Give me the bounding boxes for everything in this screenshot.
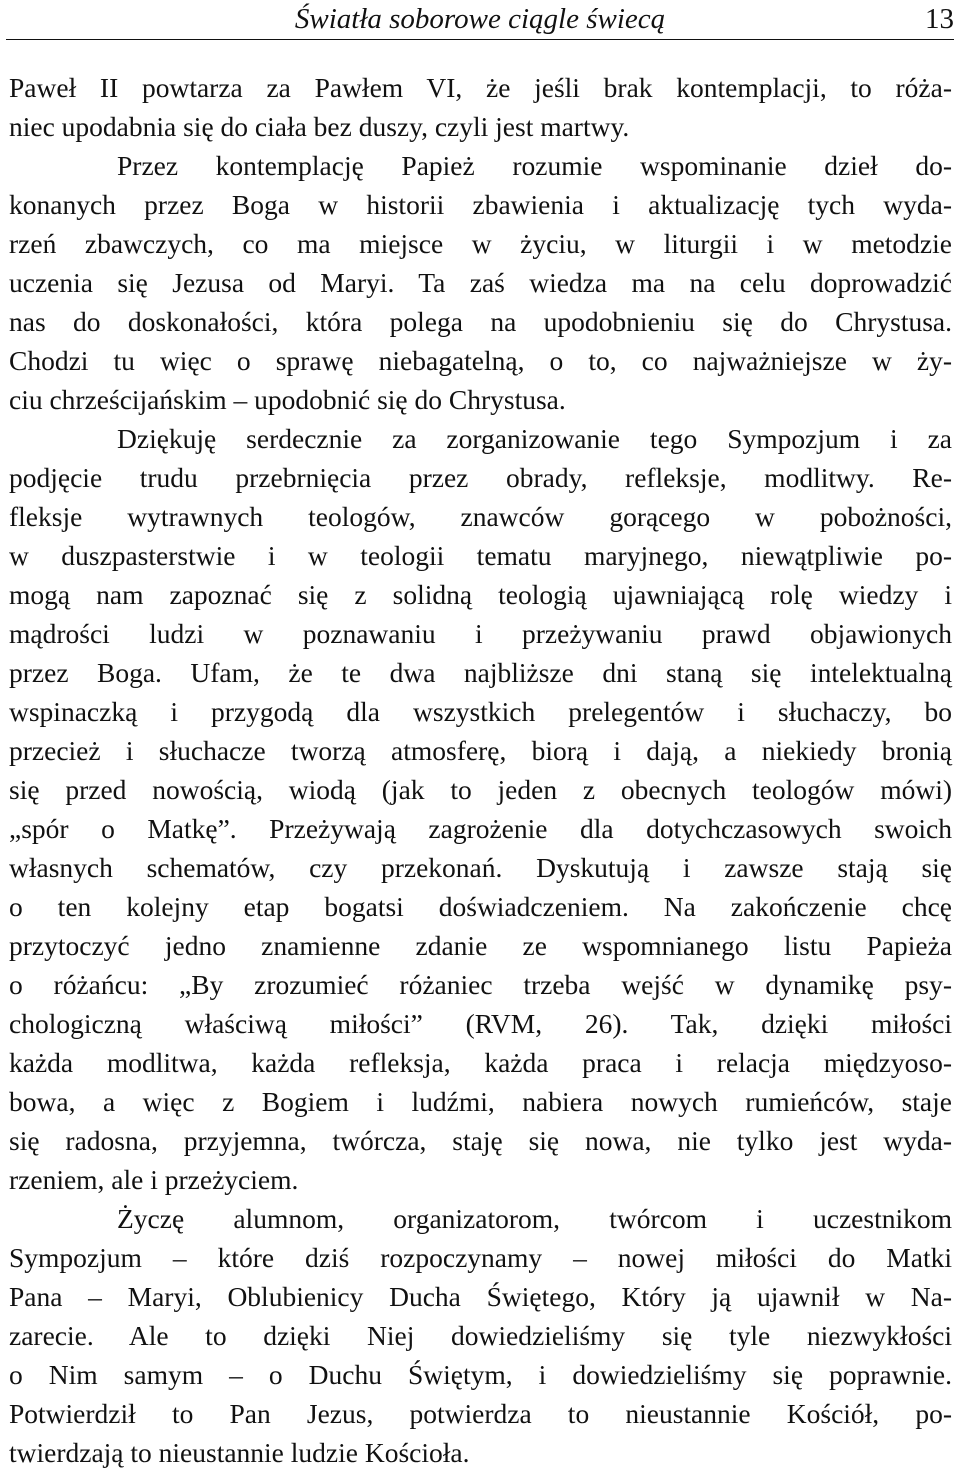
text-line: podjęcie trudu przebrnięcia przez obrady, refleksje, modlitwy. Re- [9, 462, 952, 493]
text-line: konanych przez Boga w historii zbawienia i aktualizację tych wyda- [9, 189, 952, 220]
text-line: chologiczną właściwą miłości” (RVM, 26). Tak, dzięki miłości [9, 1008, 952, 1039]
text-line: przez Boga. Ufam, że te dwa najbliższe dni staną się intelektualną [9, 657, 952, 688]
text-line: niec upodabnia się do ciała bez duszy, czyli jest martwy. [9, 111, 630, 142]
text-line: o Nim samym – o Duchu Świętym, i dowiedzieliśmy się poprawnie. [9, 1359, 952, 1390]
running-title: Światła soborowe ciągle świecą [294, 3, 666, 35]
text-line: wspinaczką i przygodą dla wszystkich prelegentów i słuchaczy, bo [9, 696, 952, 727]
text-line: nas do doskonałości, która polega na upodobnieniu się do Chrystusa. [9, 306, 952, 337]
text-line: rzeniem, ale i przeżyciem. [9, 1164, 299, 1195]
text-line: przytoczyć jedno znamienne zdanie ze wspomnianego listu Papieża [9, 930, 952, 961]
text-line: twierdzają to nieustannie ludzie Kościoła. [9, 1437, 470, 1468]
text-line: ciu chrześcijańskim – upodobnić się do Chrystusa. [9, 384, 566, 415]
text-line: Dziękuję serdecznie za zorganizowanie tego Sympozjum i za [117, 423, 952, 454]
text-line: o ten kolejny etap bogatsi doświadczeniem. Na zakończenie chcę [9, 891, 952, 922]
text-line: własnych schematów, czy przekonań. Dyskutują i zawsze stają się [9, 852, 952, 883]
text-line: Sympozjum – które dziś rozpoczynamy – nowej miłości do Matki [9, 1242, 952, 1273]
text-line: mogą nam zapoznać się z solidną teologią ujawniającą rolę wiedzy i [9, 579, 952, 610]
text-line: przecież i słuchacze tworzą atmosferę, biorą i dają, a niekiedy bronią [9, 735, 952, 766]
text-line: Pana – Maryi, Oblubienicy Ducha Świętego, Który ją ujawnił w Na- [9, 1281, 952, 1312]
text-line: „spór o Matkę”. Przeżywają zagrożenie dla dotychczasowych swoich [9, 813, 952, 844]
text-line: Paweł II powtarza za Pawłem VI, że jeśli brak kontemplacji, to róża- [9, 72, 952, 103]
text-line: Chodzi tu więc o sprawę niebagatelną, o to, co najważniejsze w ży- [9, 345, 952, 376]
text-line: się radosna, przyjemna, twórcza, staję się nowa, nie tylko jest wyda- [9, 1125, 952, 1156]
text-line: Potwierdził to Pan Jezus, potwierdza to nieustannie Kościół, po- [9, 1398, 952, 1429]
text-line: Przez kontemplację Papież rozumie wspominanie dzieł do- [117, 150, 952, 181]
page-number: 13 [925, 3, 954, 35]
text-line: się przed nowością, wiodą (jak to jeden z obecnych teologów mówi) [9, 774, 952, 805]
text-line: bowa, a więc z Bogiem i ludźmi, nabiera nowych rumieńców, staje [9, 1086, 952, 1117]
text-line: rzeń zbawczych, co ma miejsce w życiu, w liturgii i w metodzie [9, 228, 952, 259]
text-line: każda modlitwa, każda refleksja, każda praca i relacja międzyoso- [9, 1047, 952, 1078]
text-line: uczenia się Jezusa od Maryi. Ta zaś wiedza ma na celu doprowadzić [9, 267, 952, 298]
text-line: Życzę alumnom, organizatorom, twórcom i uczestnikom [117, 1203, 952, 1234]
text-line: mądrości ludzi w poznawaniu i przeżywaniu prawd objawionych [9, 618, 952, 649]
text-line: w duszpasterstwie i w teologii tematu maryjnego, niewątpliwie po- [9, 540, 952, 571]
header-rule [6, 39, 954, 40]
text-line: o różańcu: „By zrozumieć różaniec trzeba wejść w dynamikę psy- [9, 969, 952, 1000]
text-line: zarecie. Ale to dzięki Niej dowiedzieliśmy się tyle niezwykłości [9, 1320, 952, 1351]
running-header [0, 0, 960, 40]
body-text [9, 68, 952, 1472]
text-line: fleksje wytrawnych teologów, znawców gorącego w pobożności, [9, 501, 952, 532]
